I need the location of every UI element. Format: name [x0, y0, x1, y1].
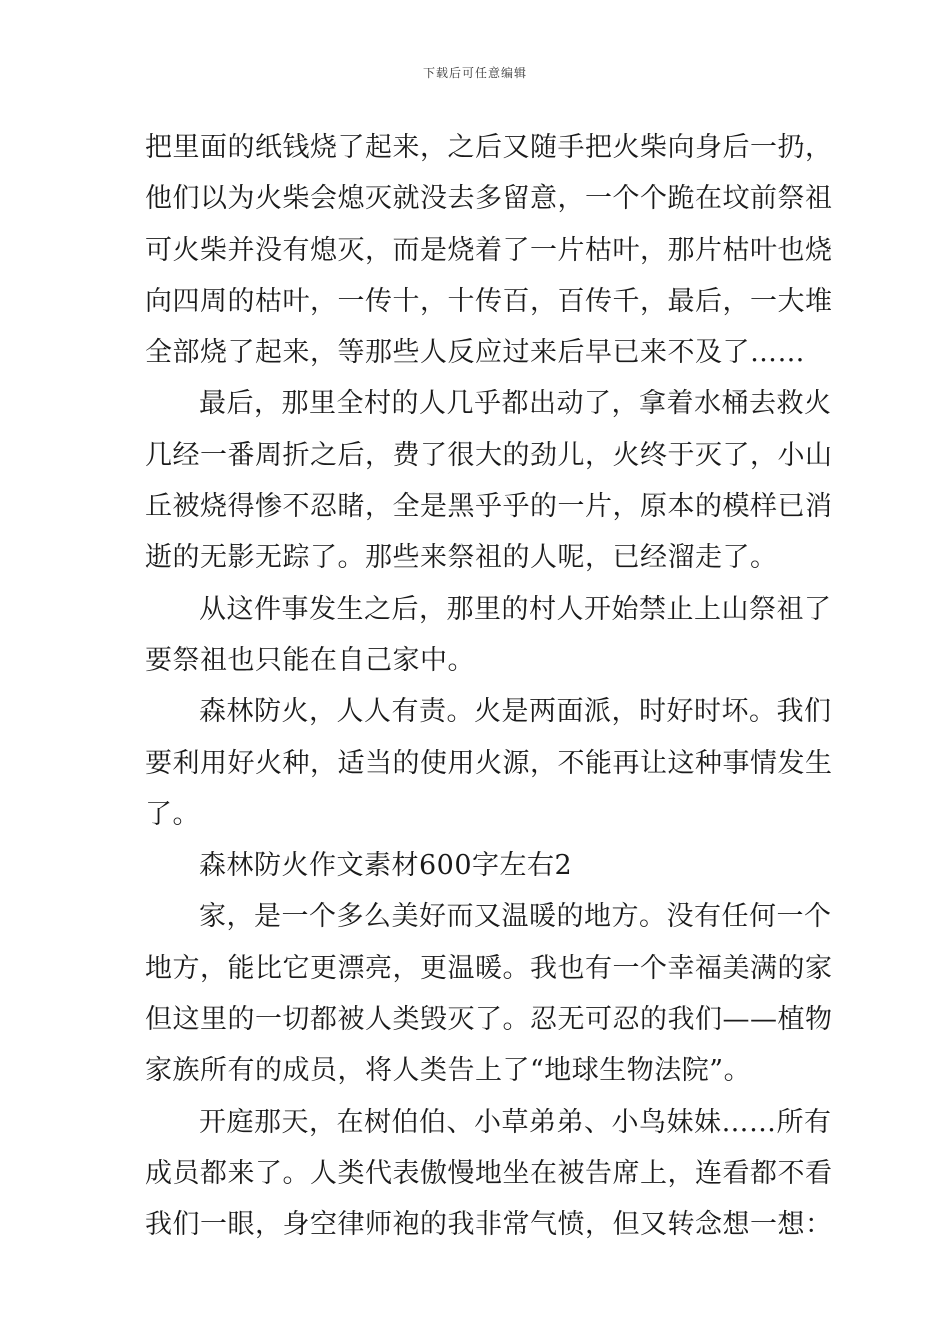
text-line: 但这里的一切都被人类毁灭了。忍无可忍的我们——植物	[145, 1004, 833, 1036]
document-body	[145, 122, 833, 1251]
text-line: 逝的无影无踪了。那些来祭祖的人呢，已经溜走了。	[145, 542, 778, 574]
text-line: 要利用好火种，适当的使用火源，不能再让这种事情发生	[145, 747, 833, 779]
text-line: 地方，能比它更漂亮，更温暖。我也有一个幸福美满的家	[145, 952, 833, 984]
text-line: 全部烧了起来，等那些人反应过来后早已来不及了……	[145, 337, 805, 369]
text-line: 家，是一个多么美好而又温暖的地方。没有任何一个	[199, 901, 832, 933]
text-line: 了。	[145, 798, 200, 830]
text-line: 开庭那天，在树伯伯、小草弟弟、小鸟妹妹……所有	[199, 1106, 832, 1138]
text-line: 把里面的纸钱烧了起来，之后又随手把火柴向身后一扔，	[145, 132, 833, 163]
text-line: 森林防火，人人有责。火是两面派，时好时坏。我们	[199, 696, 832, 728]
page-header: 下载后可任意编辑	[422, 66, 527, 80]
section-heading: 森林防火作文素材600字左右2	[199, 850, 573, 882]
text-line: 最后，那里全村的人几乎都出动了，拿着水桶去救火	[199, 388, 832, 420]
text-line: 家族所有的成员，将人类告上了“地球生物法院”。	[145, 1055, 752, 1087]
text-line: 几经一番周折之后，费了很大的劲儿，火终于灭了，小山	[145, 439, 833, 471]
text-line: 我们一眼，身空律师袍的我非常气愤，但又转念想一想：	[145, 1209, 833, 1241]
text-line: 可火柴并没有熄灭，而是烧着了一片枯叶，那片枯叶也烧	[145, 234, 833, 266]
text-line: 丘被烧得惨不忍睹，全是黑乎乎的一片，原本的模样已消	[145, 491, 833, 523]
text-line: 要祭祖也只能在自己家中。	[145, 644, 475, 676]
text-line: 向四周的枯叶，一传十，十传百，百传千，最后，一大堆	[145, 285, 833, 317]
text-line: 从这件事发生之后，那里的村人开始禁止上山祭祖了	[199, 593, 832, 625]
text-line: 成员都来了。人类代表傲慢地坐在被告席上，连看都不看	[145, 1157, 833, 1189]
text-line: 他们以为火柴会熄灭就没去多留意，一个个跪在坟前祭祖	[145, 183, 833, 215]
